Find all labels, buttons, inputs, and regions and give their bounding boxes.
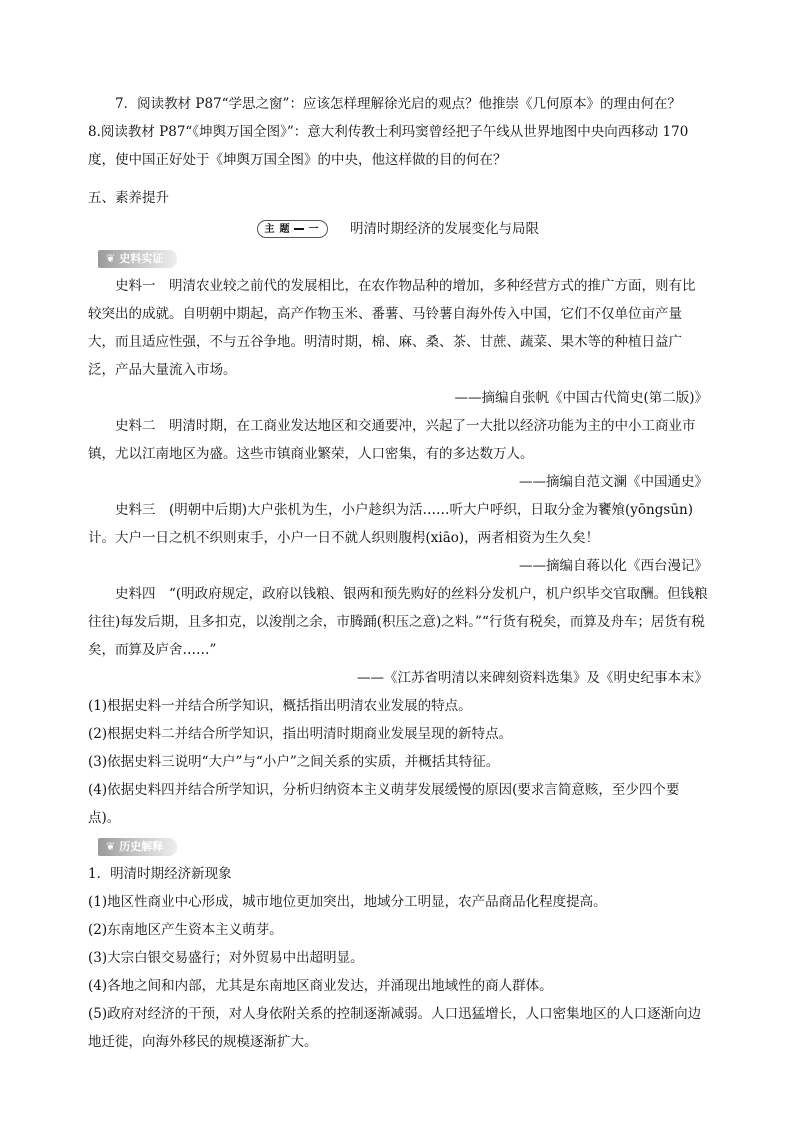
- explanation-item: (4)各地之间和内部，尤其是东南地区商业发达，并涌现出地域性的商人群体。: [88, 978, 553, 994]
- theme-badge-dash: [294, 228, 304, 230]
- material-4-source: ——《江苏省明清以来碑刻资料选集》及《明史纪事本末》: [357, 670, 708, 686]
- material-4: 史料四 “(明政府规定，政府以钱粮、银两和预先购好的丝料分发机户，机户织毕交官取酬。但钱粮往往)每发后期，且多扣克，以浚削之余，市腾踊(积压之意)之料。”“行货有税矣，而算及舟车；居货有税矣，而算及庐舍……”: [88, 586, 708, 658]
- evidence-tag-label: 史料实证: [119, 252, 164, 265]
- explanation-tag-label: 历史解释: [119, 840, 164, 853]
- material-3-source: ——摘编自蒋以化《西台漫记》: [519, 558, 708, 574]
- theme-badge-char: 题: [279, 223, 290, 235]
- theme-title: 明清时期经济的发展变化与局限: [350, 221, 539, 237]
- evidence-tag: [98, 250, 177, 268]
- theme-badge-char: 主: [264, 223, 275, 235]
- task-4: (4)依据史料四并结合所学知识，分析归纳资本主义萌芽发展缓慢的原因(要求言简意赅，至少四个要点)。: [88, 782, 680, 826]
- material-2-source: ——摘编自范文澜《中国通史》: [519, 474, 708, 490]
- question-8: 8.阅读教材 P87“《坤舆万国全图》”：意大利传教士利玛窦曾经把子午线从世界地图中央向西移动 170 度，使中国正好处于《坤舆万国全图》的中央，他这样做的目的何在？: [88, 124, 689, 168]
- explanation-item: (3)大宗白银交易盛行；对外贸易中出超明显。: [88, 950, 364, 966]
- theme-badge: [257, 220, 328, 238]
- leaf-icon: ❦: [106, 252, 116, 265]
- explanation-heading: 1．明清时期经济新现象: [88, 866, 232, 882]
- material-1-source: ——摘编自张帆《中国古代简史(第二版)》: [454, 390, 708, 406]
- explanation-item: (5)政府对经济的干预，对人身依附关系的控制逐渐减弱。人口迅猛增长，人口密集地区的人口逐渐向边地迁徙，向海外移民的规模逐渐扩大。: [88, 1006, 702, 1050]
- task-2: (2)根据史料二并结合所学知识，指出明清时期商业发展呈现的新特点。: [88, 726, 513, 742]
- explanation-item: (1)地区性商业中心形成，城市地位更加突出，地域分工明显，农产品商品化程度提高。: [88, 894, 607, 910]
- material-3: 史料三 (明朝中后期)大户张机为生，小户趁织为活……听大户呼织，日取分金为饔飧(yōngsūn)计。大户一日之机不织则束手，小户一日不就人织则腹枵(xiāo)，两者相资为生久矣！: [88, 502, 693, 546]
- question-7: 7．阅读教材 P87“学思之窗”：应该怎样理解徐光启的观点？他推崇《几何原本》的理由何在？: [115, 96, 681, 112]
- task-3: (3)依据史料三说明“大户”与“小户”之间关系的实质，并概括其特征。: [88, 754, 500, 770]
- theme-title-row: [88, 214, 708, 244]
- explanation-item: (2)东南地区产生资本主义萌芽。: [88, 922, 283, 938]
- theme-badge-char: 一: [308, 223, 319, 235]
- explanation-tag: [98, 838, 177, 856]
- material-1: 史料一 明清农业较之前代的发展相比，在农作物品种的增加，多种经营方式的推广方面，则有比较突出的成就。自明朝中期起，高产作物玉米、番薯、马铃薯自海外传入中国，它们不仅单位亩产量大，而且适应性强，不与五谷争地。明清时期，棉、麻、桑、茶、甘蔗、蔬菜、果木等的种植日益广泛，产品大量流入市场。: [88, 278, 696, 378]
- section-heading: 五、素养提升: [88, 190, 169, 206]
- material-2: 史料二 明清时期，在工商业发达地区和交通要冲，兴起了一大批以经济功能为主的中小工商业市镇，尤以江南地区为盛。这些市镇商业繁荣，人口密集，有的多达数万人。: [88, 418, 696, 462]
- document-content: [88, 90, 708, 1056]
- leaf-icon: ❦: [106, 840, 116, 853]
- task-1: (1)根据史料一并结合所学知识，概括指出明清农业发展的特点。: [88, 698, 472, 714]
